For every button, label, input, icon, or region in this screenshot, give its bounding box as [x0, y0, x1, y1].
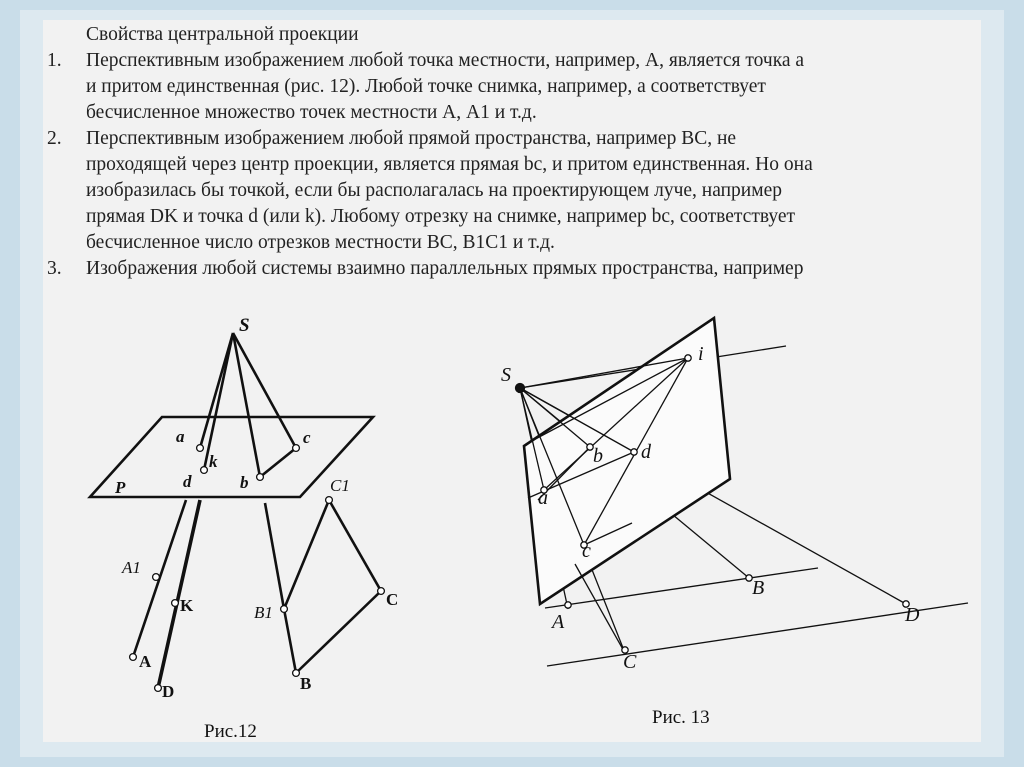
- label-b: b: [593, 445, 603, 467]
- line-c1-b1: [265, 503, 284, 609]
- text-line: бесчисленное множество точек местности А, А1 и т.д.: [86, 102, 537, 123]
- list-number: 2.: [47, 128, 62, 149]
- label-b-lower: B: [300, 674, 312, 693]
- point-k-upper: [172, 600, 179, 607]
- label-c-ground: C: [623, 651, 637, 673]
- ray-s-c: [233, 333, 296, 448]
- label-c1: C1: [330, 476, 350, 495]
- list-number: 3.: [47, 258, 62, 279]
- text-line: Перспективным изображением любой точка местности, например, А, является точка а: [86, 50, 805, 71]
- label-b1: B1: [254, 603, 273, 622]
- label-k: k: [209, 452, 218, 471]
- figure-12: [90, 333, 384, 691]
- figure-13: [516, 318, 969, 666]
- point-c: [293, 445, 300, 452]
- point-b: [257, 474, 264, 481]
- point-a-ground: [565, 602, 571, 608]
- text-line: проходящей через центр проекции, является прямая bc, и притом единственная. Но она: [86, 154, 813, 175]
- label-a-lower: A: [139, 652, 152, 671]
- figure-12-caption: Рис.12: [204, 721, 257, 742]
- label-d: d: [641, 441, 651, 463]
- label-p: P: [115, 478, 126, 497]
- label-c: c: [303, 428, 311, 447]
- projection-center-s: [516, 384, 525, 393]
- point-d: [631, 449, 637, 455]
- point-a1: [153, 574, 160, 581]
- text-line: прямая DK и точка d (или k). Любому отрезку на снимке, например bc, соответствует: [86, 206, 796, 227]
- label-a1: A1: [122, 558, 141, 577]
- label-b: b: [240, 473, 249, 492]
- ray-s-k: [204, 333, 233, 470]
- label-d-lower: D: [162, 682, 175, 701]
- label-a-ground: A: [552, 611, 565, 633]
- label-k-upper: K: [180, 596, 194, 615]
- figure-13-caption: Рис. 13: [652, 707, 710, 728]
- label-a: a: [538, 487, 548, 509]
- label-d: d: [183, 472, 192, 491]
- point-c1: [326, 497, 333, 504]
- line-c1-b1-edge: [284, 500, 329, 609]
- point-k: [201, 467, 208, 474]
- point-a-lower: [130, 654, 137, 661]
- point-b1: [281, 606, 288, 613]
- segment-b-c: [260, 448, 296, 477]
- point-b-lower: [293, 670, 300, 677]
- line-c-b: [296, 591, 381, 673]
- point-d-lower: [155, 685, 162, 692]
- point-a: [197, 445, 204, 452]
- label-c: c: [582, 540, 591, 562]
- section-heading: Свойства центральной проекции: [86, 24, 359, 45]
- label-s: S: [239, 315, 250, 336]
- point-i: [685, 355, 691, 361]
- line-k-d: [158, 500, 200, 688]
- label-i: i: [698, 343, 704, 365]
- ray-s-b: [233, 333, 260, 477]
- text-line: изобразилась бы точкой, если бы располагалась на проектирующем луче, например: [86, 180, 782, 201]
- ground-line-c: [575, 564, 625, 653]
- label-b-ground: B: [752, 577, 765, 599]
- label-c-lower: C: [386, 590, 399, 609]
- text-line: Изображения любой системы взаимно параллельных прямых пространства, например: [86, 258, 804, 279]
- text-line: и притом единственная (рис. 12). Любой точке снимка, например, а соответствует: [86, 76, 766, 97]
- label-d-ground: D: [905, 604, 920, 626]
- line-b1-b: [284, 609, 296, 673]
- point-c-lower: [378, 588, 385, 595]
- label-a: a: [176, 427, 185, 446]
- text-line: бесчисленное число отрезков местности ВС, В1С1 и т.д.: [86, 232, 555, 253]
- text-line: Перспективным изображением любой прямой пространства, например ВС, не: [86, 128, 737, 149]
- label-s: S: [501, 364, 511, 386]
- line-c1-c: [329, 500, 381, 591]
- list-number: 1.: [47, 50, 62, 71]
